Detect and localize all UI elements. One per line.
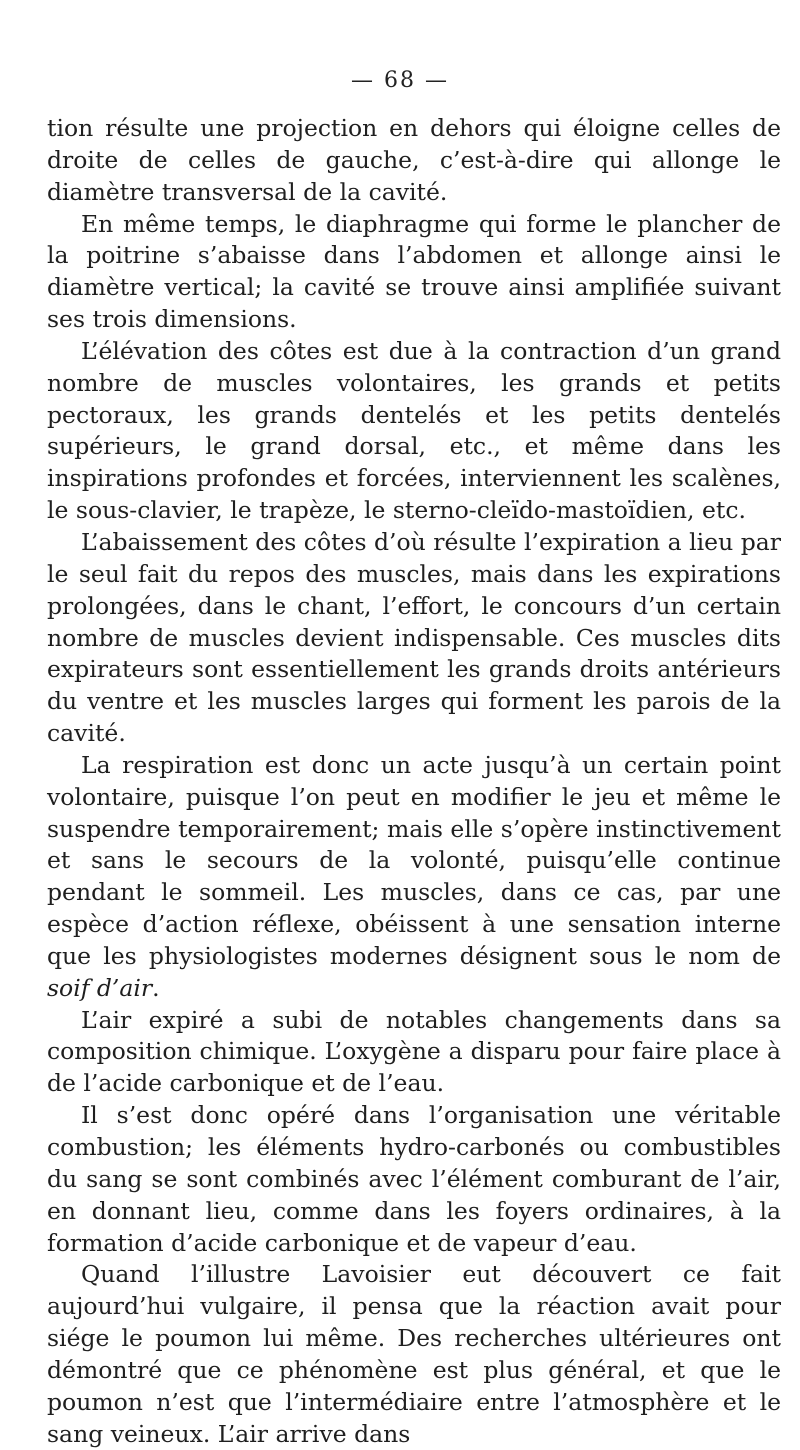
paragraph-expired-air: L’air expiré a subi de notables changements dans sa composition chimique. L’oxygène a disparu pour faire place à de l’acide carbonique et de l’eau.	[47, 1005, 781, 1098]
paragraph-text: La respiration est donc un acte jusqu’à un certain point volontaire, puisque l’on peut en modifier le jeu et même le suspendre temporairement; mais elle s’opère instinctivement et sans le secours de la volonté, puisqu’elle continue pendant le sommeil. Les muscles, dans ce cas, par une espèce d’action réflexe, obéissent à une sensation interne que les physiologistes modernes désignent sous le nom de	[47, 750, 781, 970]
paragraph-diaphragm: En même temps, le diaphragme qui forme le plancher de la poitrine s’abaisse dans l’abdomen et allonge ainsi le diamètre vertical; la cavité se trouve ainsi amplifiée suivant ses trois dimensions.	[47, 209, 781, 334]
paragraph-text-end: .	[152, 973, 160, 1002]
paragraph-continuation: tion résulte une projection en dehors qui éloigne celles de droite de celles de gauche, c’est-à-dire qui allonge le diamètre transversal de la cavité.	[47, 114, 781, 206]
paragraph-combustion: Il s’est donc opéré dans l’organisation une véritable combustion; les éléments hydro-carbonés ou combustibles du sang se sont combinés avec l’élément comburant de l’air, en donnant lieu, comme dans les foyers ordinaires, à la formation d’acide carbonique et de vapeur d’eau.	[47, 1101, 781, 1257]
paragraph-lavoisier: Quand l’illustre Lavoisier eut découvert ce fait aujourd’hui vulgaire, il pensa que la réaction avait pour siége le poumon lui même. Des recherches ultérieures ont démontré que ce phénomène est plus général, et que le poumon n’est que l’intermédiaire entre l’atmosphère et le sang veineux. L’air arrive dans	[47, 1260, 781, 1448]
page-number: — 68 —	[351, 68, 449, 93]
paragraph-rib-lowering: L’abaissement des côtes d’où résulte l’expiration a lieu par le seul fait du repos des muscles, mais dans les expirations prolongées, dans le chant, l’effort, le concours d’un certain nombre de muscles devient indispensable. Ces muscles dits expirateurs sont essentiellement les grands droits antérieurs du ventre et les muscles larges qui forment les parois de la cavité.	[47, 527, 781, 748]
italic-term: soif d’air	[47, 973, 153, 1002]
paragraph-voluntary-respiration	[47, 750, 781, 1005]
paragraph-rib-elevation: L’élévation des côtes est due à la contraction d’un grand nombre de muscles volontaires, les grands et petits pectoraux, les grands dentelés et les petits dentelés supérieurs, le grand dorsal, etc., et même dans les inspirations profondes et forcées, interviennent les scalènes, le sous-clavier, le trapèze, le sterno-cleïdo-mastoïdien, etc.	[47, 336, 781, 525]
body-text	[47, 113, 781, 1450]
